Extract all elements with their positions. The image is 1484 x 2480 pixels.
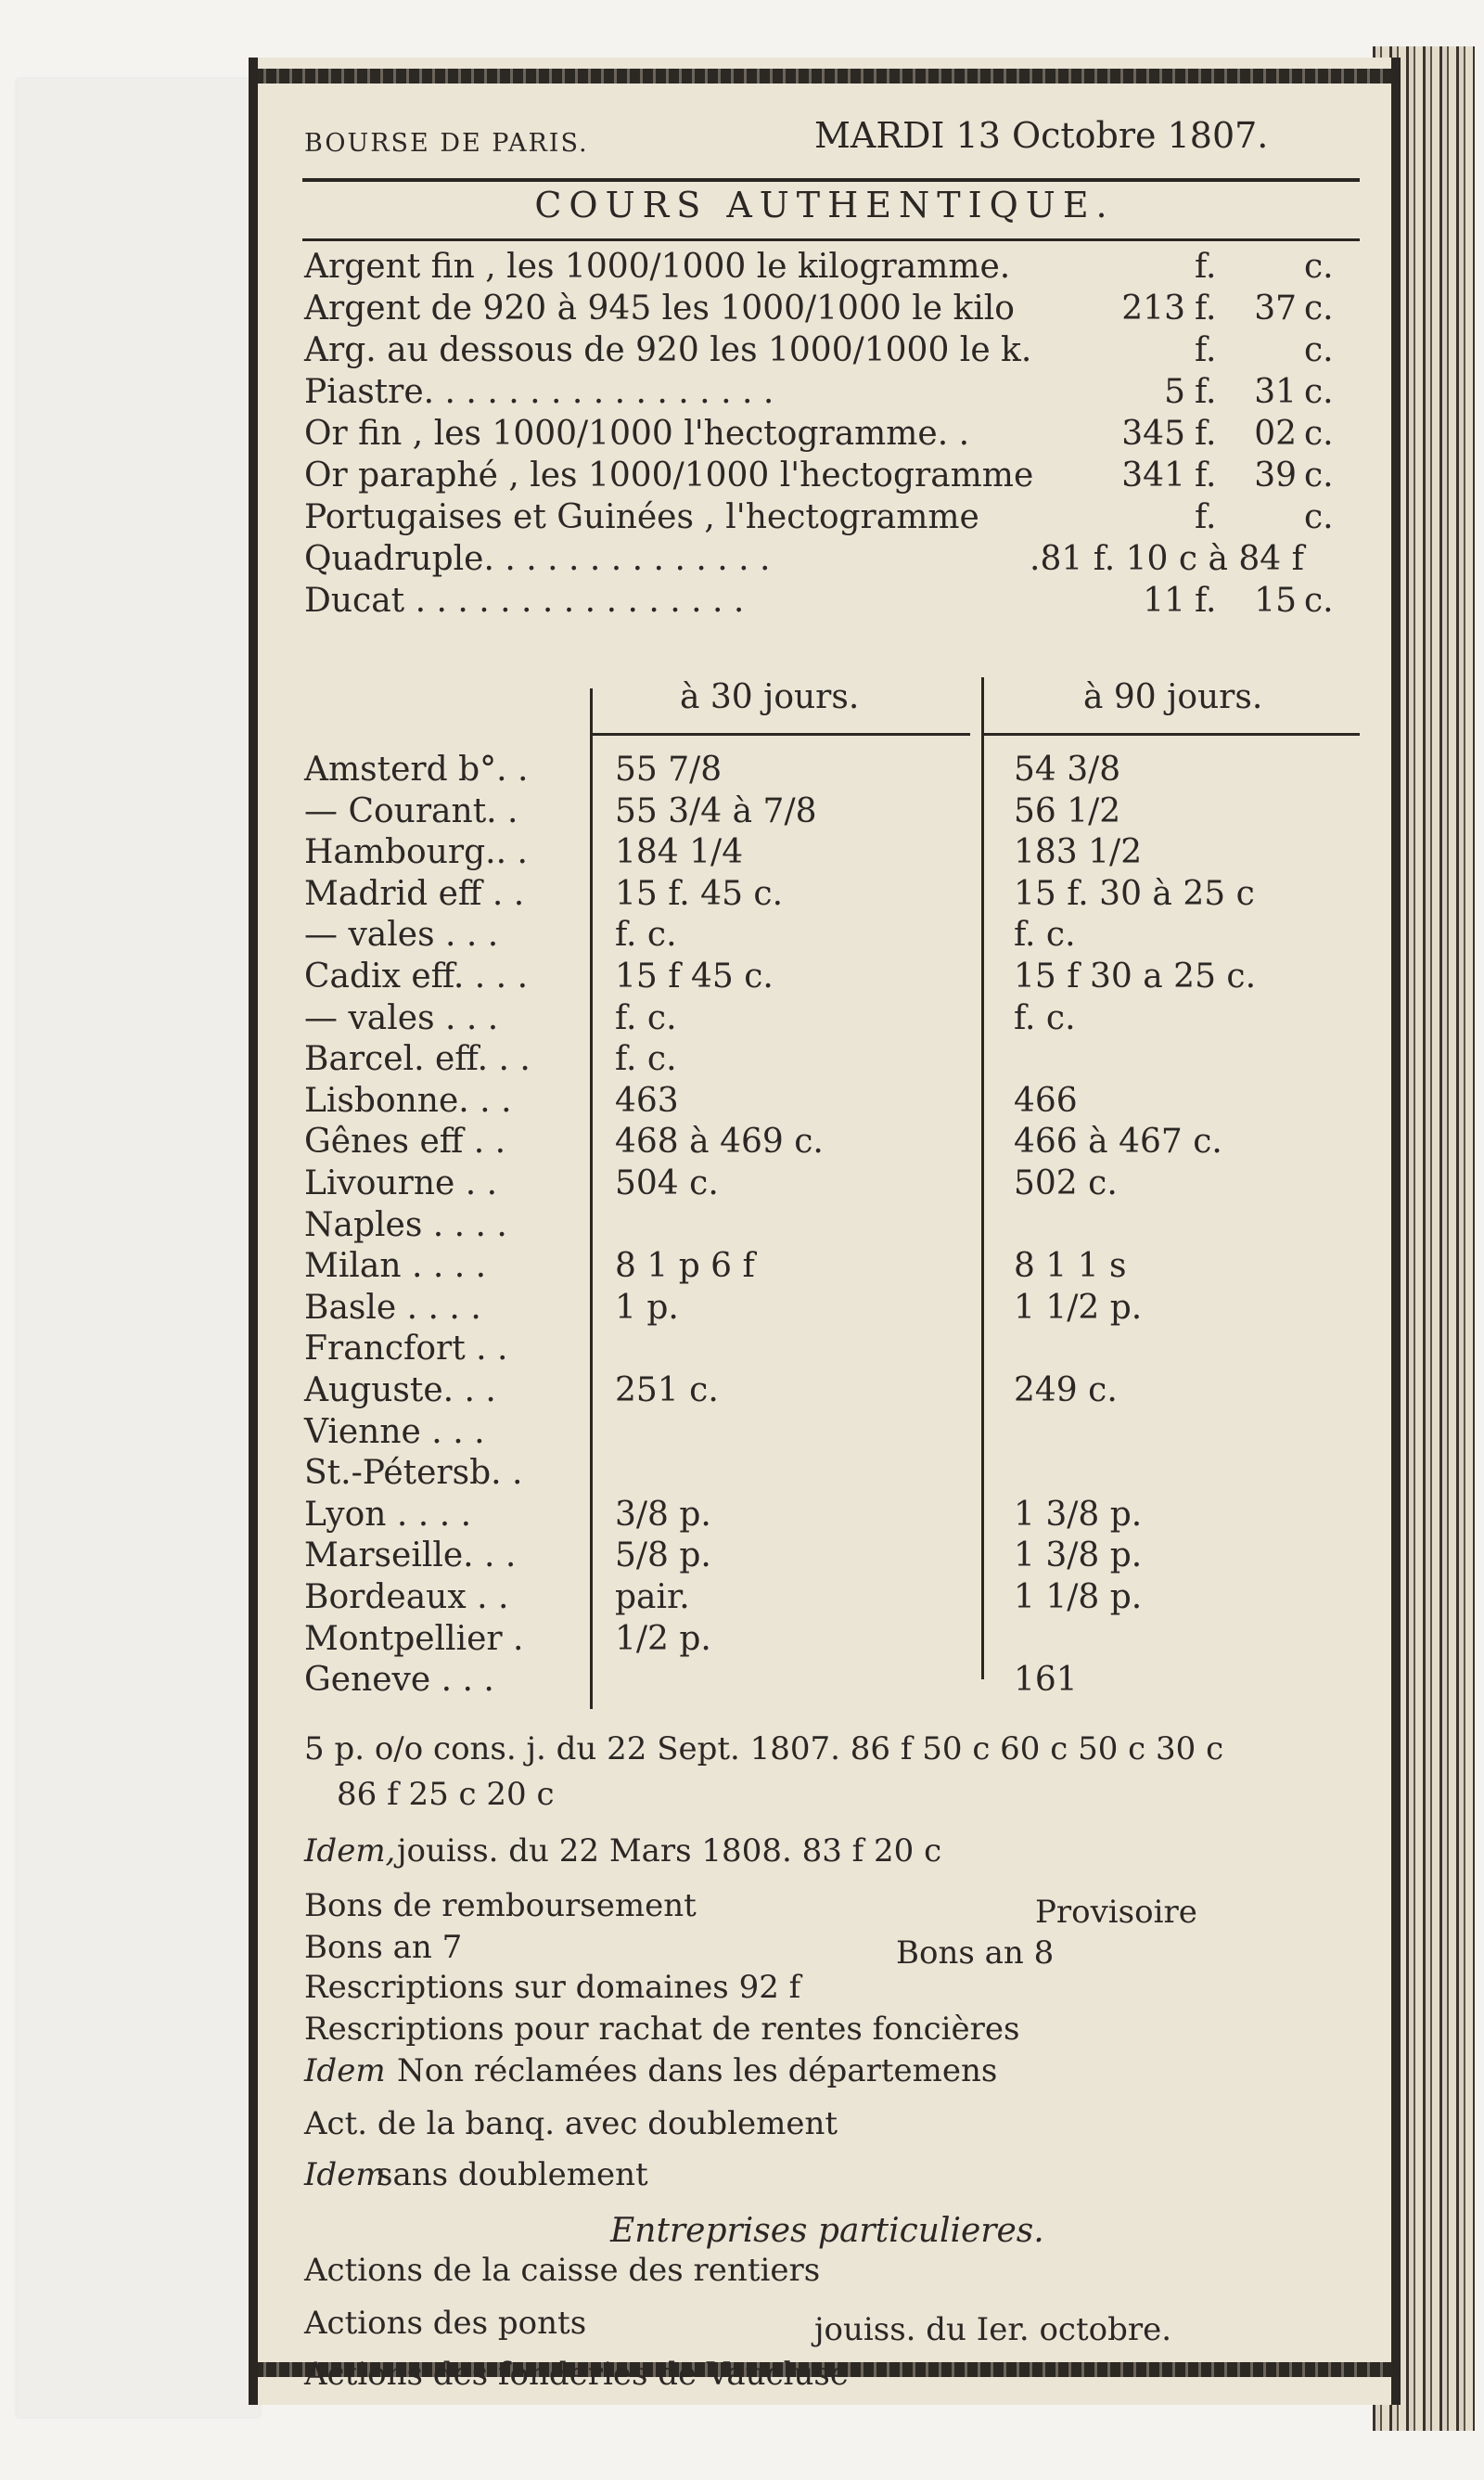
- metal-cents: 31: [1254, 373, 1297, 411]
- non-reclamees: Non réclamées dans les départemens: [397, 2052, 998, 2089]
- metal-label: Argent de 920 à 945 les 1000/1000 le kilo: [304, 289, 1015, 328]
- exchange-rate-90-days: 502 c.: [1014, 1164, 1118, 1202]
- exchange-rate-30-days: 251 c.: [615, 1371, 719, 1409]
- exchange-city: Bordeaux . .: [304, 1578, 509, 1616]
- metal-f-unit: f.: [1195, 498, 1217, 536]
- entreprises-heading: Entreprises particulieres.: [610, 2212, 1044, 2250]
- exchange-rate-90-days: f. c.: [1014, 916, 1076, 954]
- title-rule: [302, 238, 1360, 241]
- exchange-rate-90-days: 161: [1014, 1661, 1078, 1699]
- exchange-city: — vales . . .: [304, 999, 499, 1037]
- bons-provisoire: Provisoire: [1035, 1894, 1197, 1931]
- metal-label: Arg. au dessous de 920 les 1000/1000 le k.: [304, 331, 1032, 369]
- exchange-rate-90-days: 15 f. 30 à 25 c: [1014, 875, 1255, 913]
- metal-c-unit: c.: [1304, 582, 1334, 620]
- actions-banque-doublement: Act. de la banq. avec doublement: [304, 2105, 838, 2142]
- exchange-rate-90-days: 15 f 30 a 25 c.: [1014, 957, 1257, 996]
- actions-fonderies-vaucluse: Actions des fonderies de Vaucluse: [304, 2356, 849, 2393]
- exchange-city: Montpellier .: [304, 1620, 524, 1658]
- metal-c-unit: c.: [1304, 331, 1334, 369]
- metal-francs: 213: [1121, 289, 1185, 328]
- exchange-city: St.-Pétersb. .: [304, 1454, 523, 1492]
- exchange-city: — vales . . .: [304, 916, 499, 954]
- exchange-rate-30-days: 55 3/4 à 7/8: [615, 792, 817, 830]
- bons-an-7: Bons an 7: [304, 1929, 463, 1966]
- column-header-30-days: à 30 jours.: [680, 678, 860, 716]
- exchange-rate-30-days: 468 à 469 c.: [615, 1123, 824, 1161]
- exchange-city: Geneve . . .: [304, 1661, 494, 1699]
- metal-label: Or fin , les 1000/1000 l'hectogramme. .: [304, 415, 970, 453]
- column-header-rule-30: [592, 733, 970, 736]
- exchange-rate-90-days: 183 1/2: [1014, 833, 1143, 871]
- top-ornamental-border: [258, 69, 1391, 84]
- exchange-rate-90-days: 1 1/8 p.: [1014, 1578, 1143, 1616]
- exchange-rate-30-days: 55 7/8: [615, 751, 723, 789]
- idem-non-reclamees-label: Idem: [304, 2052, 386, 2089]
- metal-label: Portugaises et Guinées , l'hectogramme: [304, 498, 979, 536]
- column-header-rule-90: [983, 733, 1360, 736]
- facing-blank-page: [17, 79, 260, 2417]
- metal-quadruple-price: .81 f. 10 c à 84 f: [1030, 540, 1304, 578]
- exchange-rate-30-days: 5/8 p.: [615, 1536, 711, 1574]
- exchange-city: Francfort . .: [304, 1330, 508, 1368]
- exchange-city: Cadix eff. . . .: [304, 957, 529, 996]
- exchange-rate-30-days: pair.: [615, 1578, 690, 1616]
- metal-cents: 39: [1254, 456, 1297, 495]
- exchange-rate-30-days: 1/2 p.: [615, 1620, 711, 1658]
- exchange-city: Basle . . . .: [304, 1289, 481, 1327]
- metal-c-unit: c.: [1304, 498, 1334, 536]
- metal-francs: 5: [1164, 373, 1185, 411]
- exchange-city: Lyon . . . .: [304, 1496, 472, 1534]
- exchange-rate-90-days: 1 1/2 p.: [1014, 1289, 1143, 1327]
- exchange-rate-90-days: 1 3/8 p.: [1014, 1536, 1143, 1574]
- rentes-5pct-line: 5 p. o/o cons. j. du 22 Sept. 1807. 86 f 50 c 60 c 50 c 30 c: [304, 1730, 1224, 1767]
- metal-c-unit: c.: [1304, 289, 1334, 328]
- exchange-city: Gênes eff . .: [304, 1123, 506, 1161]
- metal-francs: 341: [1121, 456, 1185, 495]
- bulletin-page: [249, 58, 1401, 2405]
- rentes-5pct-continuation: 86 f 25 c 20 c: [337, 1776, 555, 1813]
- metal-cents: 15: [1254, 582, 1297, 620]
- exchange-rate-30-days: f. c.: [615, 916, 677, 954]
- exchange-rate-30-days: 184 1/4: [615, 833, 744, 871]
- metal-cents: 37: [1254, 289, 1297, 328]
- exchange-rate-90-days: 56 1/2: [1014, 792, 1121, 830]
- exchange-city: Livourne . .: [304, 1164, 498, 1202]
- metal-f-unit: f.: [1195, 582, 1217, 620]
- exchange-rate-30-days: 1 p.: [615, 1289, 679, 1327]
- exchange-rate-30-days: 504 c.: [615, 1164, 719, 1202]
- metal-francs: 11: [1143, 582, 1185, 620]
- actions-caisse-rentiers: Actions de la caisse des rentiers: [304, 2252, 821, 2289]
- metal-label: Argent fin , les 1000/1000 le kilogramme.: [304, 248, 1011, 286]
- metal-label: Ducat . . . . . . . . . . . . . . . .: [304, 582, 745, 620]
- rescriptions-domaines: Rescriptions sur domaines 92 f: [304, 1969, 801, 2006]
- metal-label: Quadruple. . . . . . . . . . . . . .: [304, 540, 771, 578]
- exchange-city: — Courant. .: [304, 792, 518, 830]
- rescriptions-rachat: Rescriptions pour rachat de rentes foncières: [304, 2011, 1020, 2048]
- exchange-rate-30-days: 15 f 45 c.: [615, 957, 774, 996]
- metal-c-unit: c.: [1304, 415, 1334, 453]
- exchange-rate-90-days: f. c.: [1014, 999, 1076, 1037]
- exchange-rate-30-days: 3/8 p.: [615, 1496, 711, 1534]
- bons-an-8: Bons an 8: [896, 1934, 1055, 1972]
- sans-doublement: sans doublement: [377, 2156, 648, 2193]
- exchange-rate-30-days: 463: [615, 1082, 679, 1120]
- column-header-90-days: à 90 jours.: [1083, 678, 1263, 716]
- exchange-city: Amsterd b°. .: [304, 751, 529, 789]
- exchange-city: Barcel. eff. . .: [304, 1040, 531, 1078]
- exchange-rate-90-days: 1 3/8 p.: [1014, 1496, 1143, 1534]
- exchange-city: Marseille. . .: [304, 1536, 517, 1574]
- header-exchange-name: BOURSE DE PARIS.: [304, 129, 589, 158]
- actions-ponts: Actions des ponts: [304, 2305, 587, 2342]
- exchange-city: Naples . . . .: [304, 1206, 507, 1244]
- metal-cents: 02: [1254, 415, 1297, 453]
- metal-label: Or paraphé , les 1000/1000 l'hectogramme: [304, 456, 1034, 495]
- metal-f-unit: f.: [1195, 456, 1217, 495]
- metal-francs: 345: [1121, 415, 1185, 453]
- rentes-idem-jouissance: jouiss. du 22 Mars 1808. 83 f 20 c: [397, 1832, 942, 1870]
- metal-f-unit: f.: [1195, 289, 1217, 328]
- exchange-rate-90-days: 466: [1014, 1082, 1078, 1120]
- metal-c-unit: c.: [1304, 373, 1334, 411]
- header-rule: [302, 178, 1360, 182]
- metal-c-unit: c.: [1304, 456, 1334, 495]
- exchange-city: Auguste. . .: [304, 1371, 496, 1409]
- actions-ponts-jouissance: jouiss. du Ier. octobre.: [814, 2311, 1172, 2348]
- rentes-idem-label: Idem,: [304, 1832, 396, 1870]
- exchange-city: Lisbonne. . .: [304, 1082, 512, 1120]
- exchange-rate-30-days: f. c.: [615, 1040, 677, 1078]
- metal-c-unit: c.: [1304, 248, 1334, 286]
- metal-label: Piastre. . . . . . . . . . . . . . . . .: [304, 373, 774, 411]
- exchange-rate-30-days: 8 1 p 6 f: [615, 1247, 755, 1285]
- header-date: MARDI 13 Octobre 1807.: [814, 115, 1269, 156]
- exchange-city: Madrid eff . .: [304, 875, 525, 913]
- exchange-rate-90-days: 466 à 467 c.: [1014, 1123, 1222, 1161]
- exchange-city: Milan . . . .: [304, 1247, 487, 1285]
- column-divider-left: [590, 688, 593, 1709]
- column-divider-right: [981, 677, 984, 1679]
- exchange-city: Hambourg.. .: [304, 833, 528, 871]
- metal-f-unit: f.: [1195, 415, 1217, 453]
- exchange-rate-90-days: 8 1 1 s: [1014, 1247, 1127, 1285]
- metal-f-unit: f.: [1195, 331, 1217, 369]
- metal-f-unit: f.: [1195, 373, 1217, 411]
- exchange-city: Vienne . . .: [304, 1413, 485, 1451]
- exchange-rate-30-days: f. c.: [615, 999, 677, 1037]
- page-title: COURS AUTHENTIQUE.: [534, 185, 1115, 225]
- metal-f-unit: f.: [1195, 248, 1217, 286]
- exchange-rate-90-days: 249 c.: [1014, 1371, 1118, 1409]
- exchange-rate-90-days: 54 3/8: [1014, 751, 1121, 789]
- exchange-rate-30-days: 15 f. 45 c.: [615, 875, 784, 913]
- bons-remboursement: Bons de remboursement: [304, 1887, 697, 1924]
- idem-sans-doublement-label: Idem: [304, 2156, 386, 2193]
